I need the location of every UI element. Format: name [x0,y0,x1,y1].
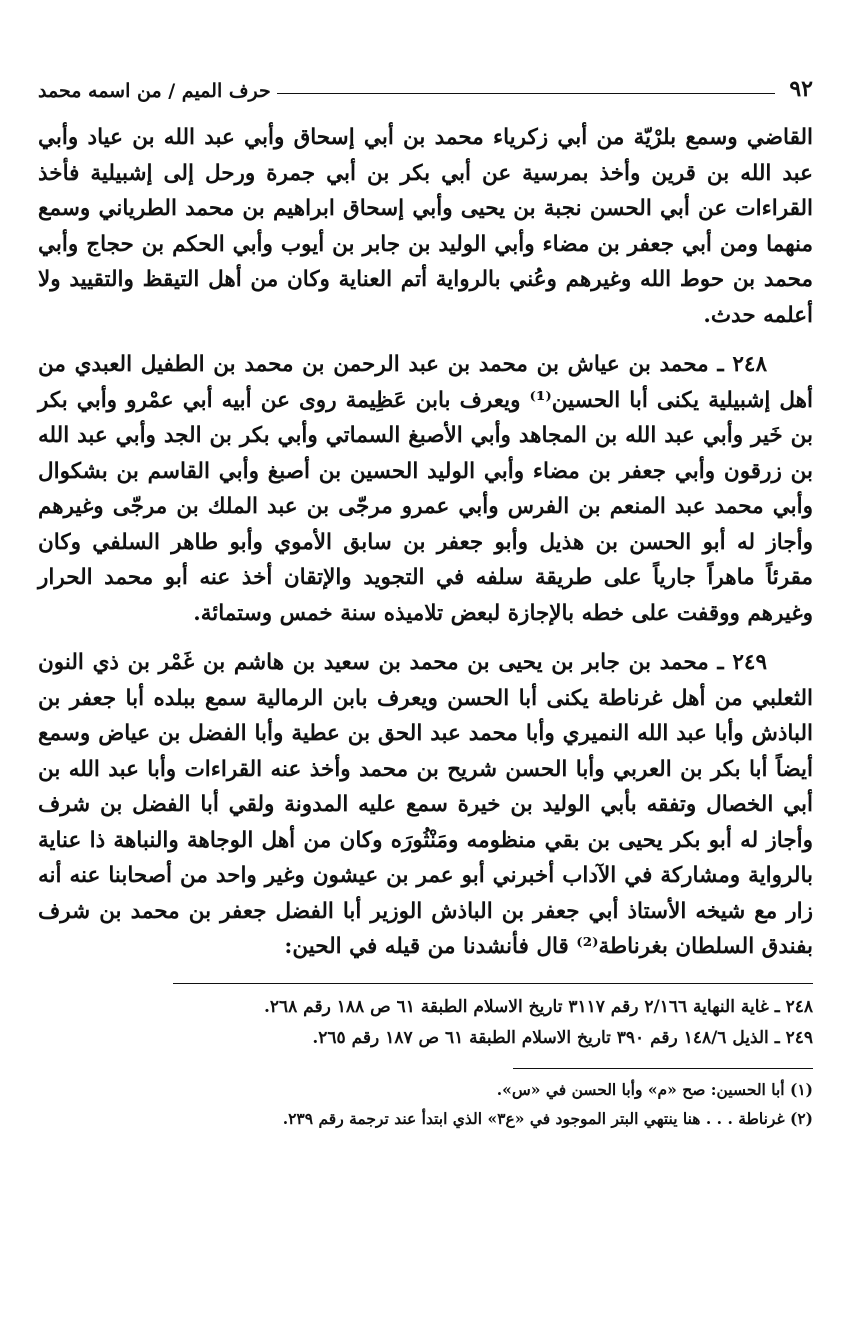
main-text [38,120,813,965]
notes-divider [173,983,813,984]
continuation-paragraph: القاضي وسمع بلرْيّة من أبي زكرياء محمد بن أبي إسحاق وأبي عبد الله بن عياد وأبي عبد الله بن قرين وأخذ بمرسية عن أبي بكر بن أبي جمرة ورحل إلى إشبيلية فأخذ القراءات عن أبي الحسن نجبة بن يحيى وأبي إسحاق ابراهيم بن محمد الطرياني وسمع منهما ومن أبي جعفر بن مضاء وأبي الوليد بن جابر بن أيوب وأبي الحكم بن حجاج وأبي محمد بن حوط الله وغيرهم وعُني بالرواية أتم العناية وكان من أهل التيقظ والتقييد ولا أعلمه حدث. [38,125,813,328]
page-number: ٩٢ [789,76,813,102]
footnote-divider [513,1068,813,1069]
footnote-2: (٢) غرناطة . . . هنا ينتهي البتر الموجود في «ع٣» الذي ابتدأ عند ترجمة رقم ٢٣٩. [282,1108,813,1128]
page-header [38,72,813,102]
running-title: حرف الميم / من اسمه محمد [38,80,271,102]
source-notes [38,983,813,1054]
source-note-248: ٢٤٨ ـ غاية النهاية ٢/١٦٦ رقم ٣١١٧ تاريخ الاسلام الطبقة ٦١ ص ١٨٨ رقم ٢٦٨. [263,996,813,1017]
footnote-1: (١) أبا الحسين: صح «م» وأبا الحسن في «س». [496,1079,813,1099]
footnotes [38,1075,813,1133]
entry-248: ٢٤٨ ـ محمد بن عياش بن محمد بن عبد الرحمن بن محمد بن الطفيل العبدي من أهل إشبيلية يكنى أبا الحسين⁽¹⁾ ويعرف بابن عَظِيمة روى عن أبيه أبي عمْرو وأبي بكر بن خَير وأبي عبد الله بن المجاهد وأبي الأصبغ السماتي وأبي بكر بن الجد وأبي عبد الله بن زرقون وأبي جعفر بن مضاء وأبي الوليد الحسين بن أصبغ وأبي القاسم بن بشكوال وأبي محمد عبد المنعم بن الفرس وأبي عمرو مرجّى بن عبد الملك بن مرجّى وغيرهم وأجاز له أبو الحسن بن هذيل وأبو جعفر بن سابق الأموي وأبو طاهر السلفي وكان مقرئاً ماهراً جارياً على طريقة سلفه في التجويد والإتقان أخذ عنه أبو محمد الحرار وغيرهم ووقفت على خطه بالإجازة لبعض تلاميذه سنة خمس وستمائة. [38,352,813,626]
source-note-249: ٢٤٩ ـ الذيل ١٤٨/٦ رقم ٣٩٠ تاريخ الاسلام الطبقة ٦١ ص ١٨٧ رقم ٢٦٥. [312,1027,813,1048]
entry-249: ٢٤٩ ـ محمد بن جابر بن يحيى بن محمد بن سعيد بن هاشم بن غَمْر بن ذي النون الثعلبي من أهل غرناطة يكنى أبا الحسن ويعرف بابن الرمالية سمع ببلده أبا جعفر بن الباذش وأبا عبد الله النميري وأبا محمد عبد الحق بن عطية وأبا الفضل بن عياض وسمع أيضاً أبا بكر بن العربي وأبا الحسن شريح بن محمد وأخذ عنه القراءات وأبا عبد الله بن أبي الخصال وتفقه بأبي الوليد بن خيرة سمع عليه المدونة ولقي أبا الفضل بن شرف وأجاز له أبو بكر يحيى بن بقي منظومه ومَنْثُورَه وكان من أهل الوجاهة والنباهة ذا عناية بالرواية ومشاركة في الآداب أخبرني أبو عمر بن عيشون وغير واحد من أصحابنا عنه أنه زار مع شيخه الأستاذ أبي جعفر بن الباذش الوزير أبا الفضل جعفر بن محمد بن شرف بفندق السلطان بغرناطة⁽²⁾ قال فأنشدنا من قيله في الحين: [38,650,814,959]
header-rule [277,93,776,94]
